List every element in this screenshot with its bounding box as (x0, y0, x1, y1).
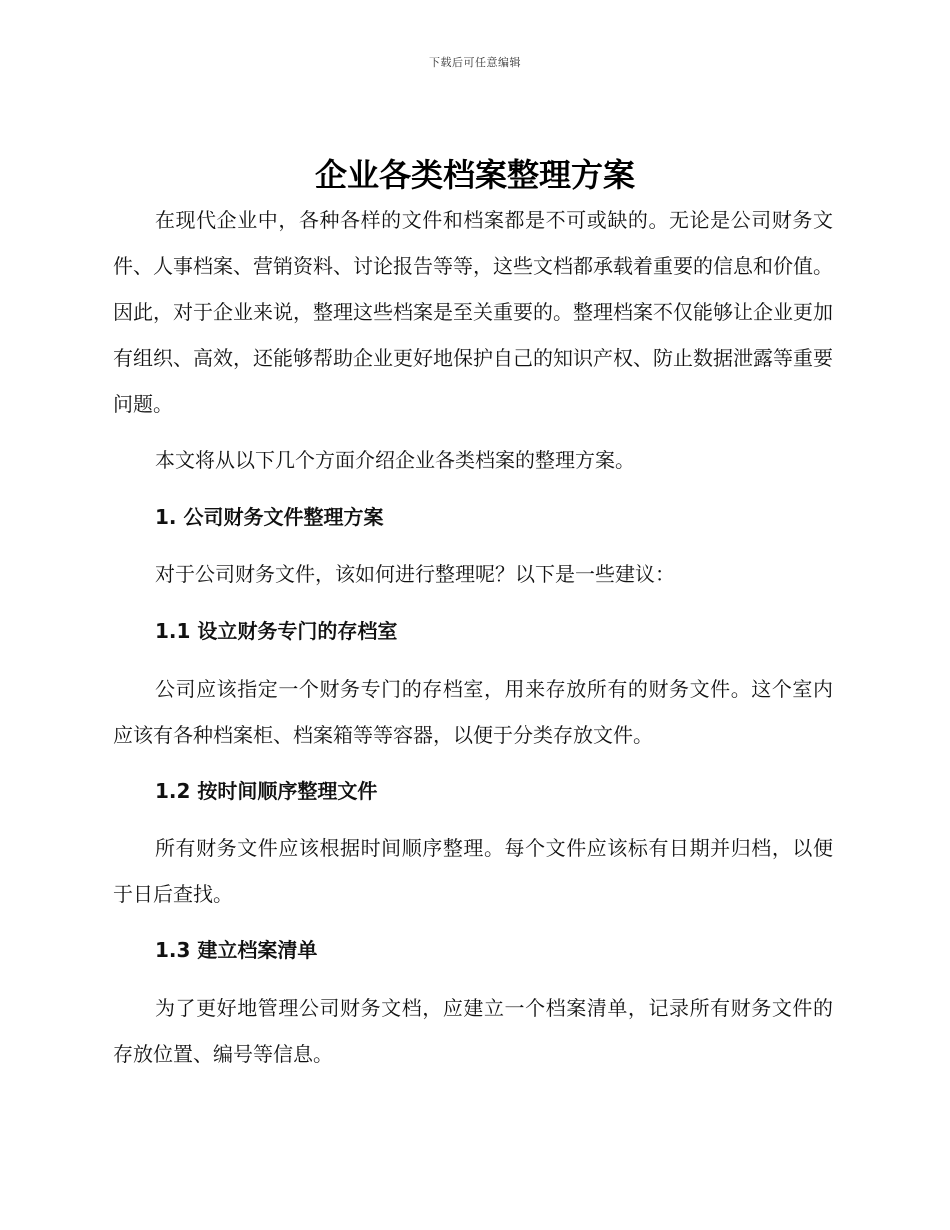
intro-paragraph: 在现代企业中，各种各样的文件和档案都是不可或缺的。无论是公司财务文件、人事档案、营销资料、讨论报告等等，这些文档都承载着重要的信息和价值。因此，对于企业来说，整理这些档案是至关重要的。整理档案不仅能够让企业更加有组织、高效，还能够帮助企业更好地保护自己的知识产权、防止数据泄露等重要问题。 (113, 208, 833, 416)
section-1-3-heading: 1.3 建立档案清单 (155, 938, 318, 962)
section-1-heading: 1. 公司财务文件整理方案 (155, 505, 384, 529)
overview-paragraph: 本文将从以下几个方面介绍企业各类档案的整理方案。 (155, 448, 635, 472)
document-title: 企业各类档案整理方案 (314, 156, 635, 194)
section-1-1-text: 公司应该指定一个财务专门的存档室，用来存放所有的财务文件。这个室内应该有各种档案柜、档案箱等等容器，以便于分类存放文件。 (113, 677, 833, 747)
section-1-2-text: 所有财务文件应该根据时间顺序整理。每个文件应该标有日期并归档，以便于日后查找。 (113, 836, 833, 906)
header-note: 下载后可任意编辑 (429, 56, 521, 69)
section-1-1-heading: 1.1 设立财务专门的存档室 (155, 619, 398, 643)
section-1-intro: 对于公司财务文件，该如何进行整理呢？以下是一些建议： (155, 562, 675, 586)
section-1-2-heading: 1.2 按时间顺序整理文件 (155, 779, 378, 803)
section-1-3-text: 为了更好地管理公司财务文档，应建立一个档案清单，记录所有财务文件的存放位置、编号等信息。 (113, 996, 833, 1066)
